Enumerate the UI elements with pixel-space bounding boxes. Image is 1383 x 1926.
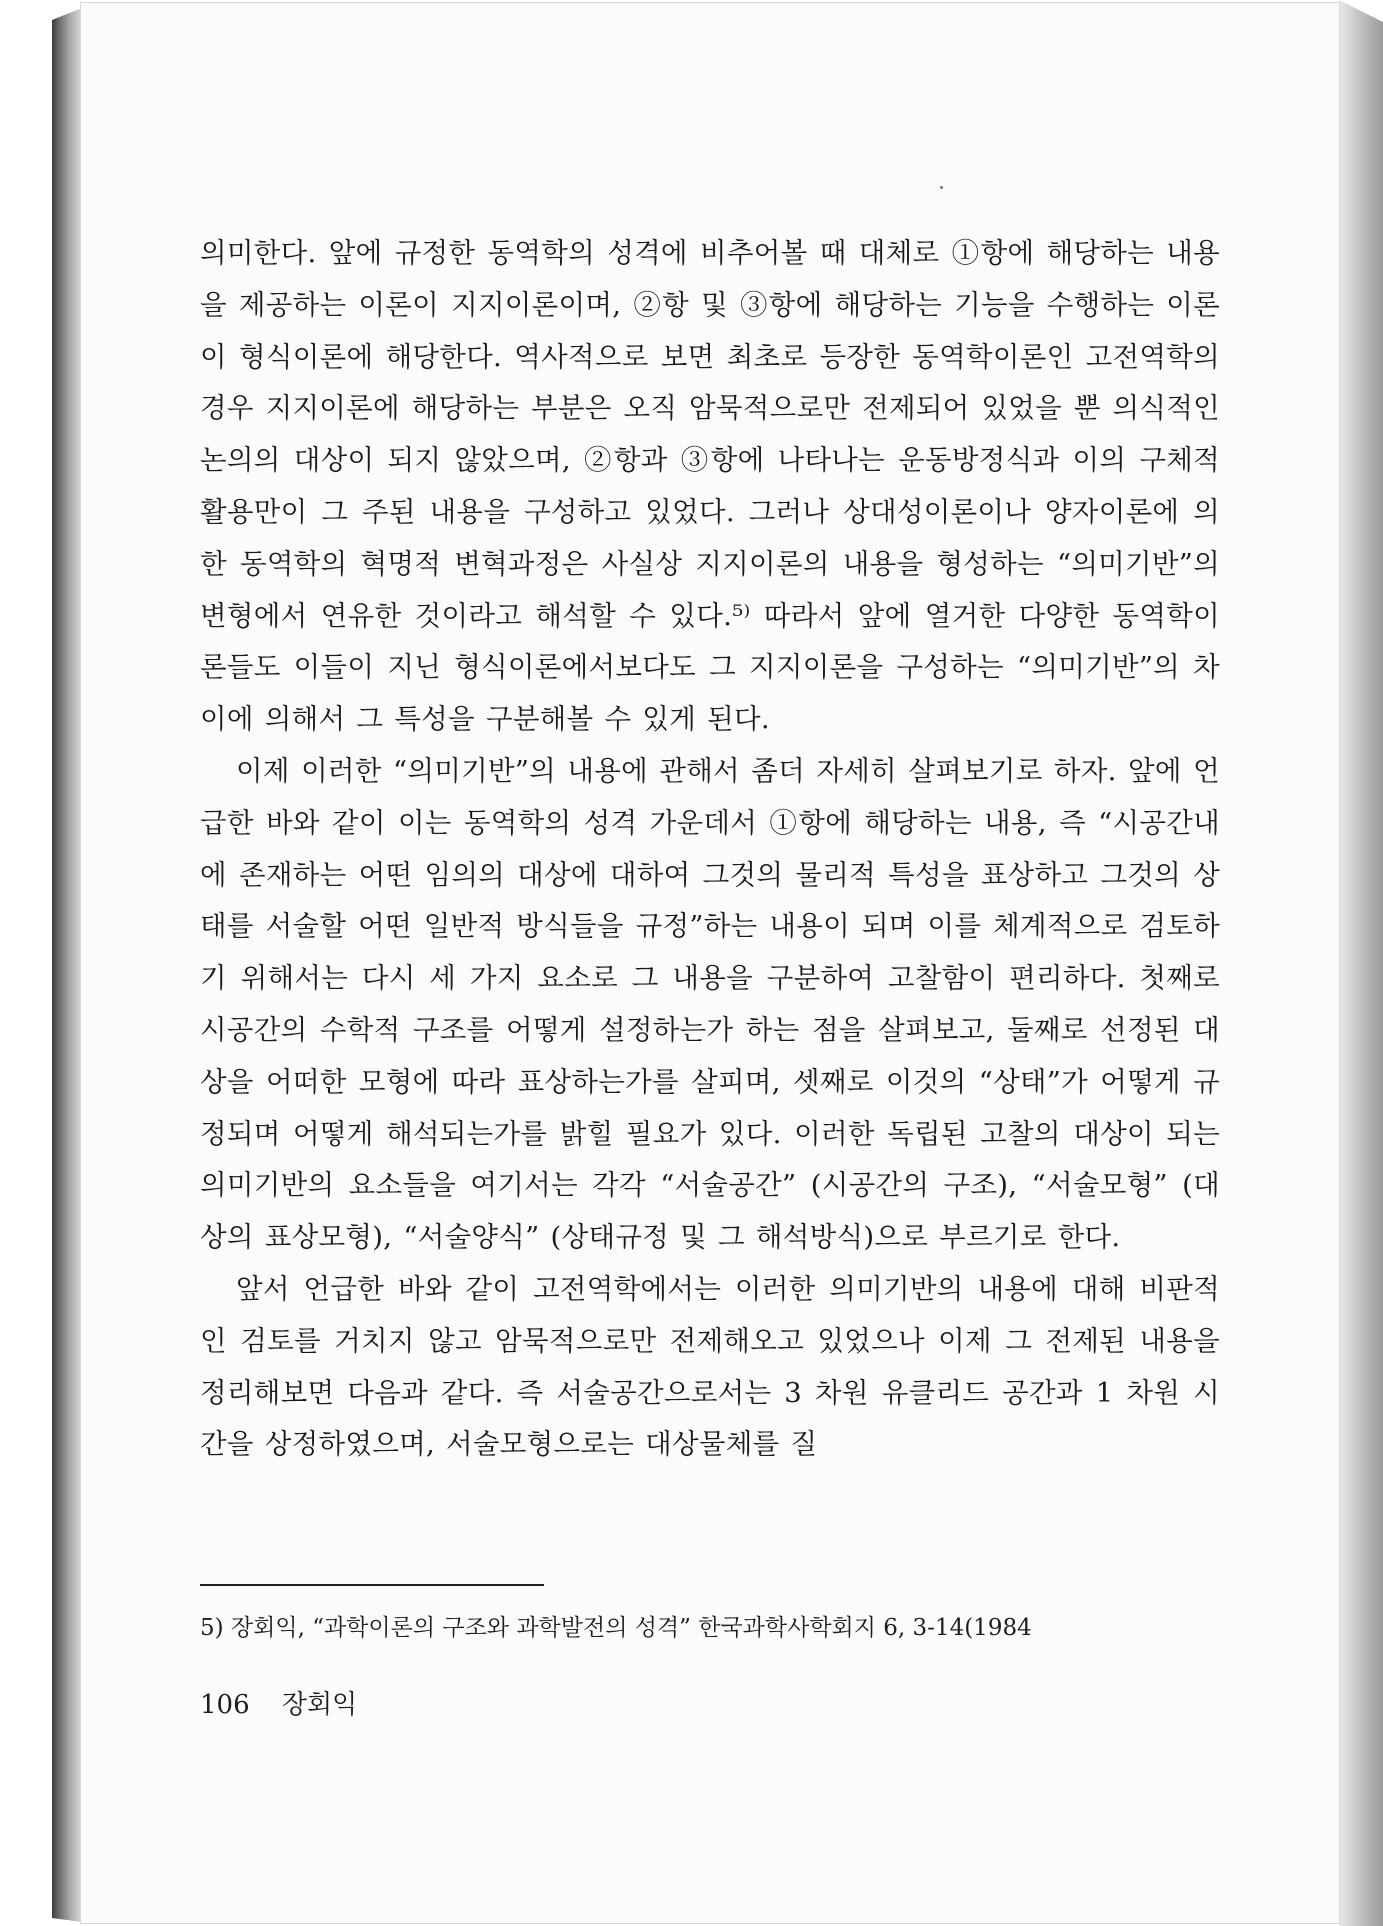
paragraph-1: 의미한다. 앞에 규정한 동역학의 성격에 비추어볼 때 대체로 ①항에 해당하는 내용을 제공하는 이론이 지지이론이며, ②항 및 ③항에 해당하는 기능을 수행하는 이론이 형식이론에 해당한다. 역사적으로 보면 최초로 등장한 동역학이론인 고전역학의 경우 지지이론에 해당하는 부분은 오직 암묵적으로만 전제되어 있었을 뿐 의식적인 논의의 대상이 되지 않았으며, ②항과 ③항에 나타나는 운동방정식과 이의 구체적 활용만이 그 주된 내용을 구성하고 있었다. 그러나 상대성이론이나 양자이론에 의한 동역학의 혁명적 변혁과정은 사실상 지지이론의 내용을 형성하는 “의미기반”의 변형에서 연유한 것이라고 해석할 수 있다.⁵⁾ 따라서 앞에 열거한 다양한 동역학이론들도 이들이 지닌 형식이론에서보다도 그 지지이론을 구성하는 “의미기반”의 차이에 의해서 그 특성을 구분해볼 수 있게 된다. <box>200 237 1220 736</box>
page-footer <box>200 1684 381 1721</box>
page-body <box>200 228 1220 1471</box>
footnote: 5) 장회익, “과학이론의 구조와 과학발전의 성격” 한국과학사학회지 6, 3-14(1984 <box>200 1615 1032 1641</box>
paragraph-2: 이제 이러한 “의미기반”의 내용에 관해서 좀더 자세히 살펴보기로 하자. 앞에 언급한 바와 같이 이는 동역학의 성격 가운데서 ①항에 해당하는 내용, 즉 “시공간내에 존재하는 어떤 임의의 대상에 대하여 그것의 물리적 특성을 표상하고 그것의 상태를 서술할 어떤 일반적 방식들을 규정”하는 내용이 되며 이를 체계적으로 검토하기 위해서는 다시 세 가지 요소로 그 내용을 구분하여 고찰함이 편리하다. 첫째로 시공간의 수학적 구조를 어떻게 설정하는가 하는 점을 살펴보고, 둘째로 선정된 대상을 어떠한 모형에 따라 표상하는가를 살피며, 셋째로 이것의 “상태”가 어떻게 규정되며 어떻게 해석되는가를 밝힐 필요가 있다. 이러한 독립된 고찰의 대상이 되는 의미기반의 요소들을 여기서는 각각 “서술공간” (시공간의 구조), “서술모형” (대상의 표상모형), “서술양식” (상태규정 및 그 해석방식)으로 부르기로 한다. <box>200 754 1220 1254</box>
footnote-divider <box>200 1584 544 1586</box>
paragraph-3: 앞서 언급한 바와 같이 고전역학에서는 이러한 의미기반의 내용에 대해 비판적인 검토를 거치지 않고 암묵적으로만 전제해오고 있었으나 이제 그 전제된 내용을 정리해보면 다음과 같다. 즉 서술공간으로서는 3 차원 유클리드 공간과 1 차원 시간을 상정하였으며, 서술모형으로는 대상물체를 질 <box>200 1272 1220 1461</box>
page-number: 106 <box>200 1690 250 1720</box>
book-page-stack-right <box>1339 0 1383 1926</box>
book-page-stack-left <box>52 8 82 1922</box>
scan-speck <box>940 186 943 189</box>
running-author: 장회익 <box>281 1690 358 1720</box>
